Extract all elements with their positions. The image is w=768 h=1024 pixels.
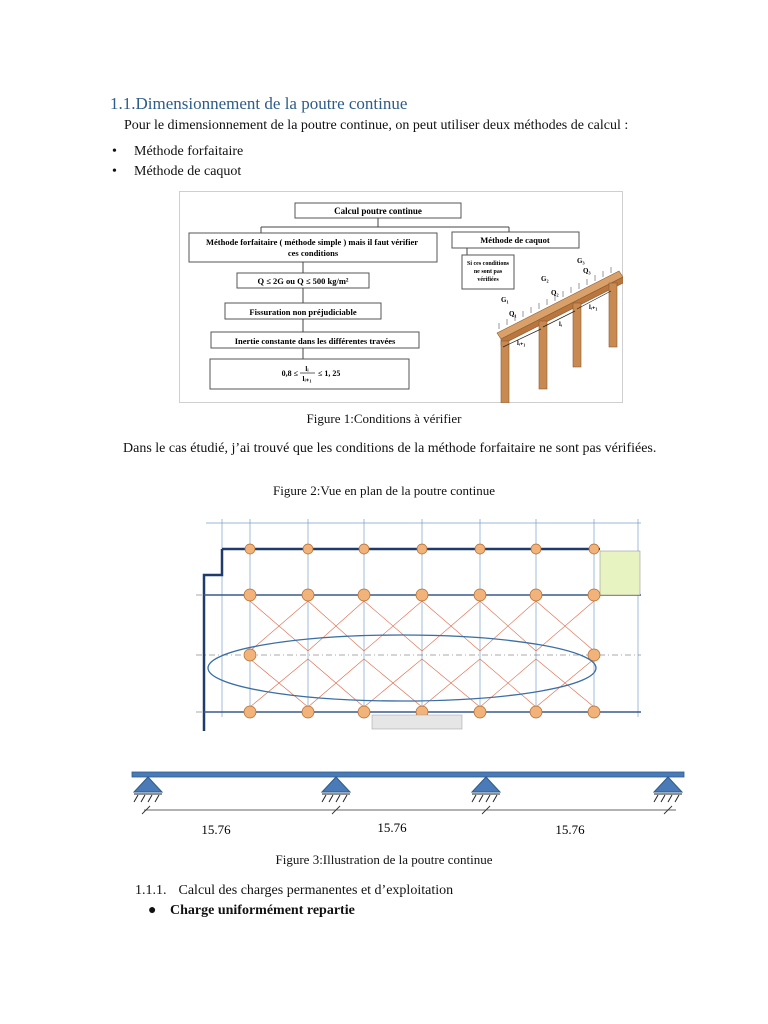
bullet-icon: • (112, 144, 117, 159)
list-item (112, 163, 241, 181)
beam-label: Q₂ (551, 289, 559, 297)
span-length: 15.76 (555, 822, 585, 837)
support-2 (322, 777, 350, 792)
body-paragraph-text: Dans le cas étudié, j’ai trouvé que les conditions de la méthode forfaitaire ne sont pas vérifiées. (123, 441, 657, 456)
ratio-left: 0,8 ≤ (281, 369, 298, 378)
ratio-numerator: lᵢ (305, 365, 309, 373)
span-length: 15.76 (377, 820, 407, 835)
subsection-heading (135, 882, 453, 900)
load-condition-label: Q ≤ 2G ou Q ≤ 500 kg/m² (257, 276, 349, 286)
beam-label: G₂ (541, 275, 549, 283)
figure-1-caption: Figure 1:Conditions à vérifier (306, 411, 462, 426)
bullet-icon: ● (148, 903, 157, 918)
support-4 (654, 777, 682, 792)
title-box-label: Calcul poutre continue (334, 206, 422, 216)
list-item (112, 143, 243, 161)
method-label: Méthode de caquot (134, 164, 242, 179)
figure-2-caption: Figure 2:Vue en plan de la poutre continue (273, 483, 495, 498)
method-label: Méthode forfaitaire (134, 144, 244, 159)
span-length: 15.76 (201, 822, 231, 837)
beam-label: G₁ (501, 296, 509, 304)
beam-label: lᵢ₊₁ (589, 304, 598, 311)
subsection-number: 1.1.1. (135, 883, 167, 898)
figure-2-plan-view (186, 517, 646, 733)
beam-label: Q₃ (583, 267, 591, 275)
caquot-note-2: ne sont pas (473, 269, 503, 275)
section-heading: 1.1.Dimensionnement de la poutre continue (110, 94, 408, 113)
beam-label: Q₁ (509, 310, 517, 318)
bullet-label: Charge uniformément repartie (170, 903, 355, 918)
list-item (148, 902, 355, 920)
forfaitaire-label: Méthode forfaitaire ( méthode simple ) mais il faut vérifier ces conditions (205, 237, 418, 258)
support-1 (134, 777, 162, 792)
figure-3-beam-diagram (120, 762, 700, 842)
support-3 (472, 777, 500, 792)
beam-label: lᵢ₊₁ (517, 340, 526, 347)
ratio-box (210, 359, 409, 389)
beam-3d-illustration (497, 267, 623, 403)
body-paragraph (97, 440, 675, 458)
beam-label: lᵢ (559, 321, 562, 328)
ratio-right: ≤ 1, 25 (318, 369, 341, 378)
caquot-note-1: Si ces conditions (466, 261, 510, 267)
bullet-icon: • (112, 164, 117, 179)
figure-3-caption: Figure 3:Illustration de la poutre continue (275, 852, 493, 867)
beam-line (132, 772, 684, 777)
ratio-denominator: lᵢ₊₁ (302, 375, 312, 383)
caquot-label: Méthode de caquot (480, 235, 550, 245)
intro-paragraph: Pour le dimensionnement de la poutre continue, on peut utiliser deux méthodes de calcul : (124, 118, 629, 133)
caquot-note-3: vérifiées (477, 277, 499, 283)
fissuration-label: Fissuration non préjudiciable (249, 307, 357, 317)
inertia-label: Inertie constante dans les différentes travées (234, 336, 396, 346)
subsection-title: Calcul des charges permanentes et d’exploitation (178, 883, 454, 898)
figure-1-flowchart (179, 191, 623, 403)
beam-label: G₃ (577, 257, 585, 265)
